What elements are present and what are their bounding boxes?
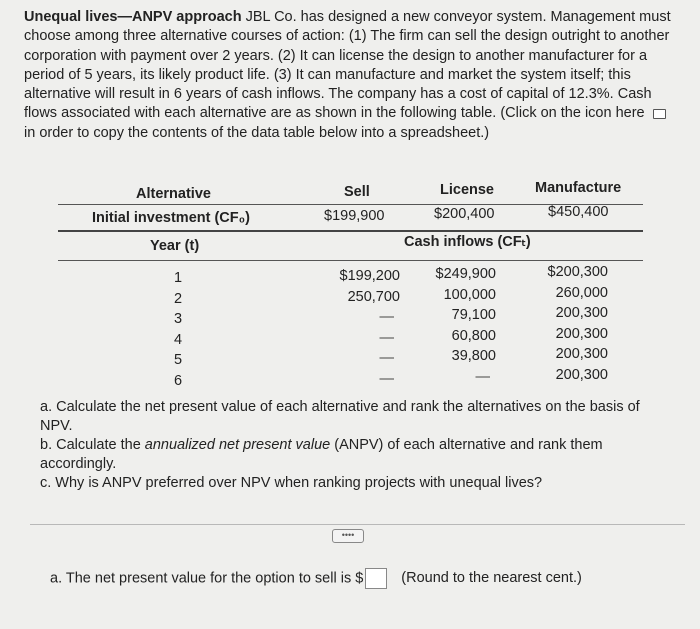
cell-manufacture: 200,300 bbox=[555, 366, 608, 383]
cell-sell: — bbox=[379, 370, 394, 387]
problem-title: Unequal lives—ANPV approach bbox=[24, 9, 242, 25]
question-c: c. Why is ANPV preferred over NPV when ranking projects with unequal lives? bbox=[40, 475, 543, 491]
cell-license: — bbox=[475, 368, 490, 385]
problem-text-after-icon: in order to copy the contents of the data table below into a spreadsheet.) bbox=[24, 124, 490, 141]
initial-license: $200,400 bbox=[434, 206, 495, 222]
questions bbox=[40, 398, 660, 493]
cash-flow-table bbox=[58, 180, 643, 389]
cell-year: 1 bbox=[174, 270, 183, 286]
cell-year: 3 bbox=[174, 311, 183, 327]
initial-investment-label: Initial investment (CF₀) bbox=[92, 210, 250, 226]
cash-flow-rows bbox=[58, 262, 643, 389]
answer-prompt: a. The net present value for the option to sell is $ bbox=[50, 570, 364, 587]
cell-sell: — bbox=[379, 309, 394, 325]
copy-data-icon[interactable] bbox=[653, 109, 666, 119]
cell-manufacture: $200,300 bbox=[547, 264, 608, 280]
table-row bbox=[58, 324, 643, 348]
cell-license: 79,100 bbox=[451, 307, 496, 323]
table-row bbox=[58, 365, 643, 389]
table-row bbox=[58, 262, 643, 286]
header-license: License bbox=[440, 182, 494, 198]
answer-hint: (Round to the nearest cent.) bbox=[401, 570, 582, 587]
cell-license: 39,800 bbox=[451, 348, 496, 364]
cell-year: 4 bbox=[174, 331, 183, 348]
cell-manufacture: 200,300 bbox=[555, 305, 608, 321]
question-b: b. Calculate the annualized net present value (ANPV) of each alternative and rank them accordingly. bbox=[40, 437, 603, 472]
cell-manufacture: 200,300 bbox=[555, 325, 608, 342]
header-sell: Sell bbox=[344, 184, 370, 200]
cell-manufacture: 200,300 bbox=[555, 346, 608, 362]
cash-inflows-label: Cash inflows (CFₜ) bbox=[404, 234, 531, 250]
cell-license: $249,900 bbox=[435, 266, 496, 282]
answer-line bbox=[50, 568, 582, 589]
header-alternative: Alternative bbox=[136, 186, 211, 202]
cell-sell: 250,700 bbox=[347, 288, 400, 305]
problem-text: JBL Co. has designed a new conveyor system. Management must choose among three alternative courses of action: (1) The firm can sell the design outright to another corporation with payment over 2 years. (2) It can license the design to another manufacturer for a period of 5 years, its likely product life. (3) It can manufacture and market the system itself; this alternative will result in 6 years of cash inflows. The company has a cost of capital of 12.3%. Cash flows associated with each alternative are as shown in the following table. (Click on the icon here bbox=[24, 9, 671, 122]
table-rule bbox=[58, 260, 643, 261]
cell-sell: — bbox=[379, 350, 394, 366]
problem-statement bbox=[24, 8, 679, 143]
cell-sell: $199,200 bbox=[339, 268, 400, 284]
cell-year: 6 bbox=[174, 372, 183, 389]
table-row bbox=[58, 344, 643, 368]
cell-license: 100,000 bbox=[443, 286, 496, 303]
year-label: Year (t) bbox=[150, 238, 200, 254]
cell-sell: — bbox=[379, 329, 394, 346]
cell-year: 2 bbox=[174, 290, 183, 307]
initial-sell: $199,900 bbox=[324, 208, 385, 224]
table-row bbox=[58, 283, 643, 307]
question-a: a. Calculate the net present value of each alternative and rank the alternatives on the basis of NPV. bbox=[40, 399, 640, 434]
npv-sell-input[interactable] bbox=[365, 568, 387, 589]
section-divider bbox=[30, 524, 685, 525]
cell-year: 5 bbox=[174, 352, 183, 368]
table-row bbox=[58, 303, 643, 327]
header-manufacture: Manufacture bbox=[535, 180, 622, 196]
cell-license: 60,800 bbox=[451, 327, 496, 344]
expand-more-button[interactable]: •••• bbox=[332, 529, 364, 543]
initial-manufacture: $450,400 bbox=[548, 204, 609, 220]
cell-manufacture: 260,000 bbox=[555, 284, 608, 301]
